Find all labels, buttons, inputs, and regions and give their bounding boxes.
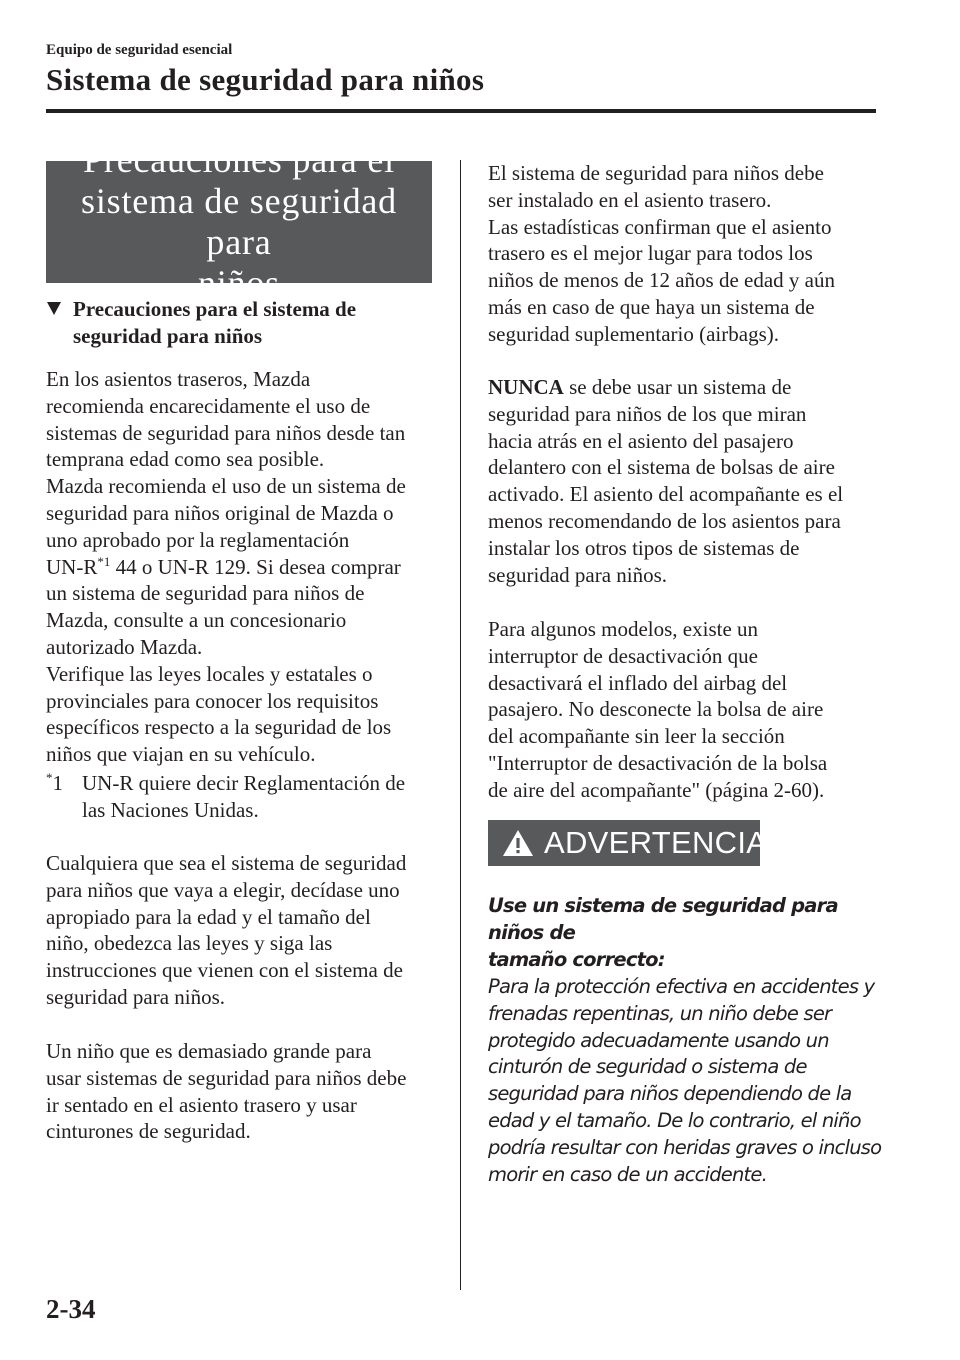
text-line: niños de menos de 12 años de edad y aún <box>488 268 836 293</box>
text-line: específicos respecto a la seguridad de los <box>46 715 392 740</box>
text-line: uno aprobado por la reglamentación <box>46 527 350 552</box>
text-line: seguridad para niños de los que miran <box>488 401 807 426</box>
text-line: Para la protección efectiva en accidentes y <box>488 974 875 998</box>
text-line: "Interruptor de desactivación de la bolsa <box>488 750 828 775</box>
footnote-ref: *1 <box>97 553 111 569</box>
text-line: activado. El asiento del acompañante es el <box>488 482 844 507</box>
text-line: para niños que vaya a elegir, decídase uno <box>46 877 400 902</box>
text-line <box>488 374 888 401</box>
text-line: interruptor de desactivación que <box>488 643 758 668</box>
left-paragraph-3 <box>46 1038 446 1145</box>
text-line: Las estadísticas confirman que el asiento <box>488 214 832 239</box>
text-line: las Naciones Unidas. <box>82 797 259 822</box>
text-line: hacia atrás en el asiento del pasajero <box>488 428 794 453</box>
text-line: Para algunos modelos, existe un <box>488 617 759 641</box>
text-line: del acompañante sin leer la sección <box>488 724 785 749</box>
text-line: Un niño que es demasiado grande para <box>46 1039 372 1063</box>
page-number: 2-34 <box>46 1294 96 1324</box>
text-line: En los asientos traseros, Mazda <box>46 367 311 391</box>
warning-triangle-icon <box>502 829 534 857</box>
section-title-line: niños <box>197 263 280 303</box>
section-title-line: sistema de seguridad para <box>81 181 397 262</box>
text-line: provinciales para conocer los requisitos <box>46 688 379 713</box>
subheading-line: Precauciones para el sistema de <box>73 297 357 321</box>
text-line: niños que viajan en su vehículo. <box>46 742 316 767</box>
right-paragraph-1 <box>488 160 888 348</box>
text-line: desactivará el inflado del airbag del <box>488 670 788 695</box>
footnote-star: * <box>46 770 53 785</box>
text-line: usar sistemas de seguridad para niños debe <box>46 1065 407 1090</box>
text-line: delantero con el sistema de bolsas de aire <box>488 455 835 480</box>
text-line: recomienda encarecidamente el uso de <box>46 393 371 418</box>
left-paragraph-1 <box>46 366 446 768</box>
section-title-box <box>46 140 432 303</box>
text-line: autorizado Mazda. <box>46 634 203 659</box>
text-fragment: 44 o UN-R 129. Si desea comprar <box>110 554 401 579</box>
right-paragraph-2 <box>488 374 888 588</box>
right-paragraph-3 <box>488 616 888 804</box>
text-line: instalar los otros tipos de sistemas de <box>488 535 800 560</box>
text-line: apropiado para la edad y el tamaño del <box>46 904 371 929</box>
text-line: de aire del acompañante" (página 2-60). <box>488 777 825 802</box>
text-line: seguridad suplementario (airbags). <box>488 321 779 346</box>
page-title: Sistema de seguridad para niños <box>46 62 485 97</box>
text-line: seguridad para niños. <box>46 984 226 1009</box>
text-line: trasero es el mejor lugar para todos los <box>488 241 813 266</box>
subheading-line: seguridad para niños <box>73 324 263 348</box>
text-line: seguridad para niños dependiendo de la <box>488 1082 852 1106</box>
subheading <box>46 296 446 350</box>
text-fragment: UN-R <box>46 554 98 579</box>
text-line: ir sentado en el asiento trasero y usar <box>46 1092 357 1117</box>
footnote-number: 1 <box>52 771 63 795</box>
text-line: instrucciones que vienen con el sistema de <box>46 958 403 983</box>
text-line: seguridad para niños original de Mazda o <box>46 500 394 525</box>
text-line: UN-R quiere decir Reglamentación de <box>82 771 406 795</box>
text-line <box>46 554 446 581</box>
text-line: menos recomendando de los asientos para <box>488 508 841 533</box>
section-label: Equipo de seguridad esencial <box>46 42 233 58</box>
warning-badge <box>488 820 768 866</box>
section-title <box>50 140 428 304</box>
text-line: El sistema de seguridad para niños debe <box>488 161 824 185</box>
text-line: Mazda recomienda el uso de un sistema de <box>46 474 406 499</box>
text-line: morir en caso de un accidente. <box>488 1163 767 1187</box>
text-line: edad y el tamaño. De lo contrario, el niño <box>488 1109 861 1133</box>
text-line: pasajero. No desconecte la bolsa de aire <box>488 697 824 722</box>
warning-label: ADVERTENCIA <box>544 825 768 860</box>
warning-lead: tamaño correcto: <box>488 947 665 971</box>
warning-lead: Use un sistema de seguridad para niños de <box>488 894 838 944</box>
footnote-text <box>82 770 446 824</box>
text-line: seguridad para niños. <box>488 562 668 587</box>
text-line: ser instalado en el asiento trasero. <box>488 187 772 212</box>
text-line: un sistema de seguridad para niños de <box>46 581 365 606</box>
text-line: podría resultar con heridas graves o incluso <box>488 1136 882 1160</box>
text-line: protegido adecuadamente usando un <box>488 1028 829 1052</box>
text-line: Cualquiera que sea el sistema de seguridad <box>46 851 407 875</box>
emphasis-never: NUNCA <box>488 375 564 399</box>
triangle-down-icon <box>46 296 73 323</box>
column-divider <box>460 160 461 1290</box>
text-line: Mazda, consulte a un concesionario <box>46 608 347 633</box>
left-paragraph-2 <box>46 850 446 1011</box>
text-line: cinturón de seguridad o sistema de <box>488 1055 807 1079</box>
text-line: más en caso de que haya un sistema de <box>488 294 815 319</box>
text-line: frenadas repentinas, un niño debe ser <box>488 1001 832 1025</box>
text-line: temprana edad como sea posible. <box>46 447 325 472</box>
text-line: Verifique las leyes locales y estatales o <box>46 661 373 686</box>
warning-body <box>488 893 888 1189</box>
text-fragment: se debe usar un sistema de <box>563 375 792 399</box>
text-line: niño, obedezca las leyes y siga las <box>46 931 333 956</box>
text-line: sistemas de seguridad para niños desde tan <box>46 420 406 445</box>
text-line: cinturones de seguridad. <box>46 1119 251 1144</box>
header-rule <box>46 109 876 113</box>
footnote-mark <box>46 770 82 824</box>
section-title-line: Precauciones para el <box>83 140 395 180</box>
footnote <box>46 770 446 824</box>
